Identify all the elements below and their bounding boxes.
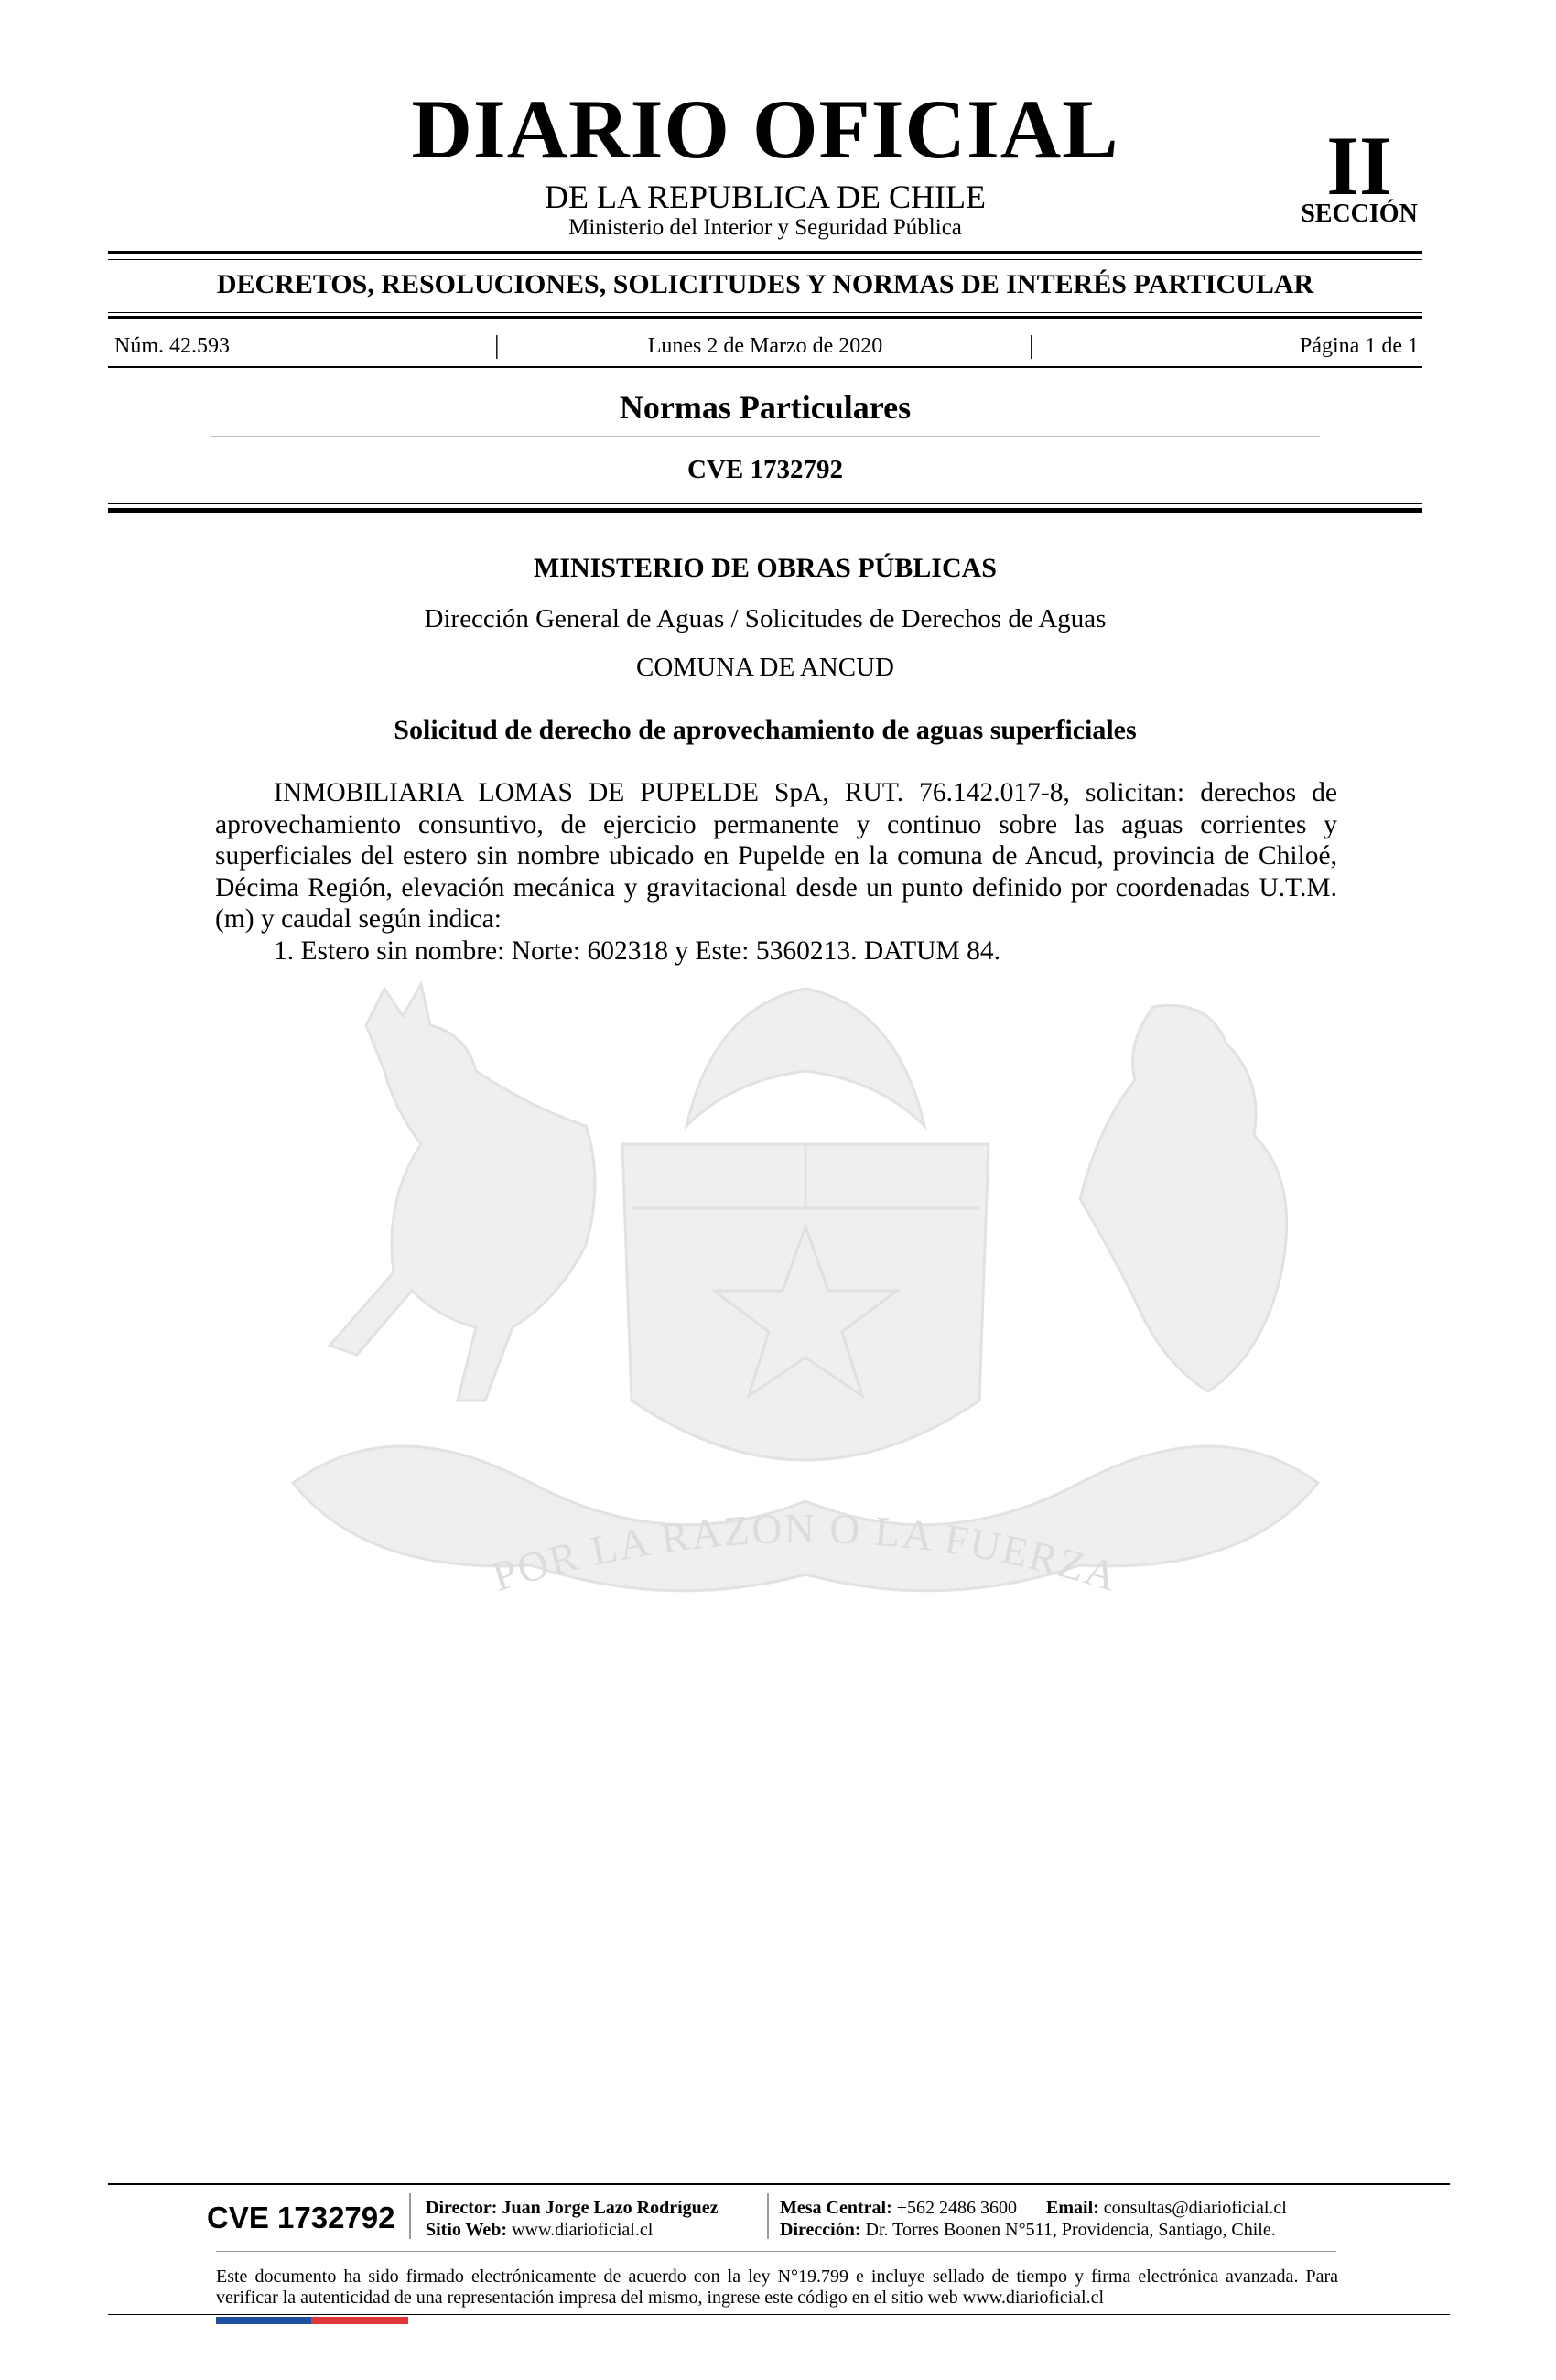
body-paragraph: INMOBILIARIA LOMAS DE PUPELDE SpA, RUT. 76.142.017-8, solicitan: derechos de aprovechamiento consuntivo, de ejercicio permanente y continuo sobre las aguas corrientes y superficiales del estero sin nombre ubicado en Pupelde en la comuna de Ancud, provincia de Chiloé, Décima Región, elevación mecánica y gravitacional desde un punto definido por coordenadas U.T.M. (m) y caudal según indica:	[215, 778, 1337, 934]
footer-contact	[780, 2199, 1287, 2217]
section-label: SECCIÓN	[1301, 200, 1418, 228]
footer-rule	[108, 2183, 1450, 2185]
issue-rule-top-thick	[108, 316, 1422, 319]
section-name: Normas Particulares	[619, 389, 912, 426]
footer-website	[426, 2221, 653, 2239]
masthead-subtitle: DE LA REPUBLICA DE CHILE	[545, 178, 986, 215]
comuna-heading: COMUNA DE ANCUD	[636, 653, 894, 682]
cve-code: CVE 1732792	[687, 455, 843, 484]
band-title: DECRETOS, RESOLUCIONES, SOLICITUDES Y NORMAS DE INTERÉS PARTICULAR	[216, 269, 1314, 299]
cve-rule-thin	[108, 503, 1422, 504]
body-text	[215, 777, 1337, 967]
footer-rule-bottom	[108, 2314, 1450, 2315]
issue-rule-top-thin	[108, 312, 1422, 313]
footer-director-label: Director:	[426, 2198, 498, 2218]
footer-separator	[767, 2193, 769, 2239]
plume-crest	[686, 989, 924, 1126]
issue-rule-bottom	[108, 366, 1422, 368]
section-divider	[211, 436, 1320, 437]
footer-email-label: Email:	[1046, 2198, 1099, 2218]
footer-divider	[216, 2251, 1336, 2252]
watermark-motto: POR LA RAZON O LA FUERZA	[486, 1504, 1124, 1601]
condor-figure	[1080, 1005, 1287, 1391]
footer-direccion-value: Dr. Torres Boonen N°511, Providencia, Santiago, Chile.	[865, 2220, 1276, 2240]
issue-separator: |	[494, 331, 500, 360]
footer-direccion-label: Dirección:	[780, 2220, 861, 2240]
masthead-rule-thick	[108, 251, 1422, 254]
issue-page: Página 1 de 1	[1300, 334, 1419, 358]
masthead-rule-thin	[108, 259, 1422, 260]
section-numeral: II	[1326, 119, 1392, 212]
coat-of-arms-watermark	[256, 970, 1355, 1666]
direccion-heading: Dirección General de Aguas / Solicitudes de Derechos de Aguas	[424, 604, 1107, 633]
masthead-title: DIARIO OFICIAL	[411, 82, 1119, 176]
masthead-ministry: Ministerio del Interior y Seguridad Pública	[568, 215, 962, 240]
body-paragraph: 1. Estero sin nombre: Norte: 602318 y Este: 5360213. DATUM 84.	[274, 936, 1000, 966]
footer-web-label: Sitio Web:	[426, 2220, 508, 2240]
footer-separator	[409, 2193, 411, 2239]
footer-address	[780, 2221, 1276, 2239]
footer-web-link[interactable]: www.diarioficial.cl	[512, 2220, 654, 2240]
document-title: Solicitud de derecho de aprovechamiento de aguas superficiales	[394, 715, 1137, 745]
huemul-figure	[330, 984, 595, 1401]
footer-email-link[interactable]: consultas@diarioficial.cl	[1103, 2198, 1287, 2218]
issue-number: Núm. 42.593	[114, 334, 230, 358]
footer-director-value: Juan Jorge Lazo Rodríguez	[502, 2198, 719, 2218]
issue-date: Lunes 2 de Marzo de 2020	[647, 334, 883, 358]
footer-mesa-label: Mesa Central:	[780, 2198, 892, 2218]
flag-stripe-blue	[216, 2317, 311, 2324]
cve-rule-thick	[108, 508, 1422, 513]
flag-stripe-red	[311, 2317, 408, 2324]
footer-cve-code: CVE 1732792	[207, 2201, 395, 2234]
footer-director	[426, 2199, 719, 2217]
footer-signature-note: Este documento ha sido firmado electrónicamente de acuerdo con la ley N°19.799 e incluye sellado de tiempo y firma electrónica avanzada. Para verificar la autenticidad de una representación impresa del mismo, ingrese este código en el sitio web www.diarioficial.cl	[216, 2266, 1338, 2308]
footer-mesa-value: +562 2486 3600	[896, 2198, 1018, 2218]
ministry-heading: MINISTERIO DE OBRAS PÚBLICAS	[534, 553, 997, 583]
issue-separator: |	[1029, 331, 1034, 360]
